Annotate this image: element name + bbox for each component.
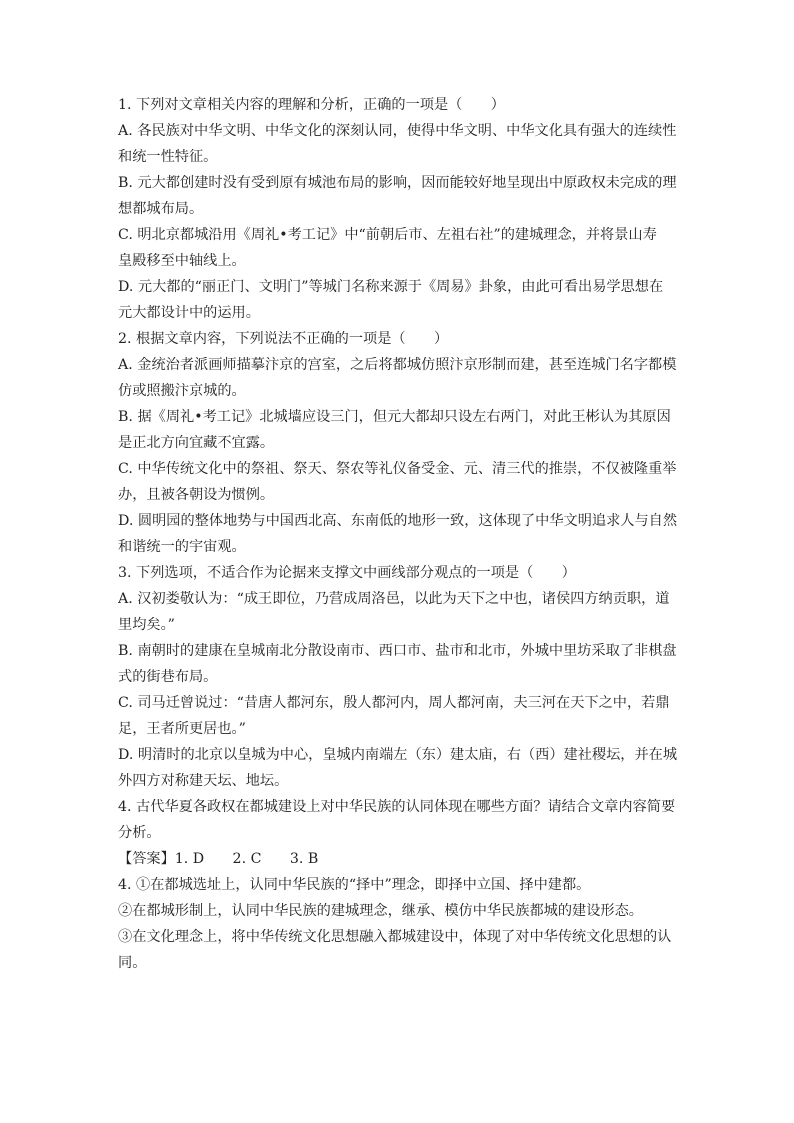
answer-4-point-1: 4. ①在都城选址上，认同中华民族的“择中”理念，即择中立国、择中建都。 (118, 877, 591, 893)
question-3-option-b-cont: 式的街巷布局。 (118, 669, 218, 685)
question-1-option-b-cont: 想都城布局。 (118, 201, 204, 217)
question-3-option-a-cont: 里均矣。” (118, 617, 175, 633)
question-2-option-b-cont: 是正北方向宜藏不宜露。 (118, 435, 275, 451)
question-1-option-a-cont: 和统一性特征。 (118, 149, 218, 165)
question-1-option-c-cont: 皇殿移至中轴线上。 (118, 253, 246, 269)
question-1-option-b: B. 元大都创建时没有受到原有城池布局的影响，因而能较好地呈现出中原政权未完成的理 (118, 175, 677, 191)
answer-4-point-2: ②在都城形制上，认同中华民族的建城理念，继承、模仿中华民族都城的建设形态。 (118, 903, 643, 919)
question-3-stem: 3. 下列选项，不适合作为论据来支撑文中画线部分观点的一项是（ ） (118, 565, 576, 581)
question-1-option-d-cont: 元大都设计中的运用。 (118, 305, 260, 321)
question-1-stem: 1. 下列对文章相关内容的理解和分析，正确的一项是（ ） (118, 97, 505, 113)
question-3-option-a: A. 汉初娄敬认为：“成王即位，乃营成周洛邑，以此为天下之中也，诸侯四方纳贡职，道 (118, 591, 670, 607)
question-3-option-c: C. 司马迁曾说过：“昔唐人都河东，殷人都河内，周人都河南，夫三河在天下之中，若鼎 (118, 695, 670, 711)
question-2-option-a-cont: 仿或照搬汴京城的。 (118, 383, 246, 399)
question-3-option-b: B. 南朝时的建康在皇城南北分散设南市、西口市、盐市和北市，外城中里坊采取了非棋盘 (118, 643, 677, 659)
question-4-stem-cont: 分析。 (118, 825, 161, 841)
question-4-stem: 4. 古代华夏各政权在都城建设上对中华民族的认同体现在哪些方面？请结合文章内容简要 (118, 799, 676, 815)
question-2-option-d-cont: 和谐统一的宇宙观。 (118, 539, 246, 555)
answer-4-point-3-cont: 同。 (118, 955, 147, 971)
answer-heading: 【答案】1. D 2. C 3. B (118, 851, 319, 867)
question-1-option-a: A. 各民族对中华文明、中华文化的深刻认同，使得中华文明、中华文化具有强大的连续性 (118, 123, 677, 139)
question-3-option-d: D. 明清时的北京以皇城为中心，皇城内南端左（东）建太庙，右（西）建社稷坛，并在城 (118, 747, 678, 763)
question-2-stem: 2. 根据文章内容，下列说法不正确的一项是（ ） (118, 331, 449, 347)
question-2-option-d: D. 圆明园的整体地势与中国西北高、东南低的地形一致，这体现了中华文明追求人与自然 (118, 513, 678, 529)
question-2-option-a: A. 金统治者派画师描摹汴京的宫室，之后将都城仿照汴京形制而建，甚至连城门名字都模 (118, 357, 677, 373)
question-2-option-b: B. 据《周礼•考工记》北城墙应设三门，但元大都却只设左右两门，对此王彬认为其原因 (118, 409, 671, 425)
question-2-option-c-cont: 办，且被各朝设为惯例。 (118, 487, 275, 503)
question-3-option-d-cont: 外四方对称建天坛、地坛。 (118, 773, 289, 789)
question-3-option-c-cont: 足，王者所更居也。” (118, 721, 246, 737)
answer-4-point-3: ③在文化理念上，将中华传统文化思想融入都城建设中，体现了对中华传统文化思想的认 (118, 929, 672, 945)
question-1-option-d: D. 元大都的“丽正门、文明门”等城门名称来源于《周易》卦象，由此可看出易学思想在 (118, 279, 664, 295)
document-body (118, 92, 678, 976)
question-1-option-c: C. 明北京都城沿用《周礼•考工记》中“前朝后市、左祖右社”的建城理念，并将景山寿 (118, 227, 657, 243)
question-2-option-c: C. 中华传统文化中的祭祖、祭天、祭农等礼仪备受金、元、清三代的推崇，不仅被隆重举 (118, 461, 677, 477)
